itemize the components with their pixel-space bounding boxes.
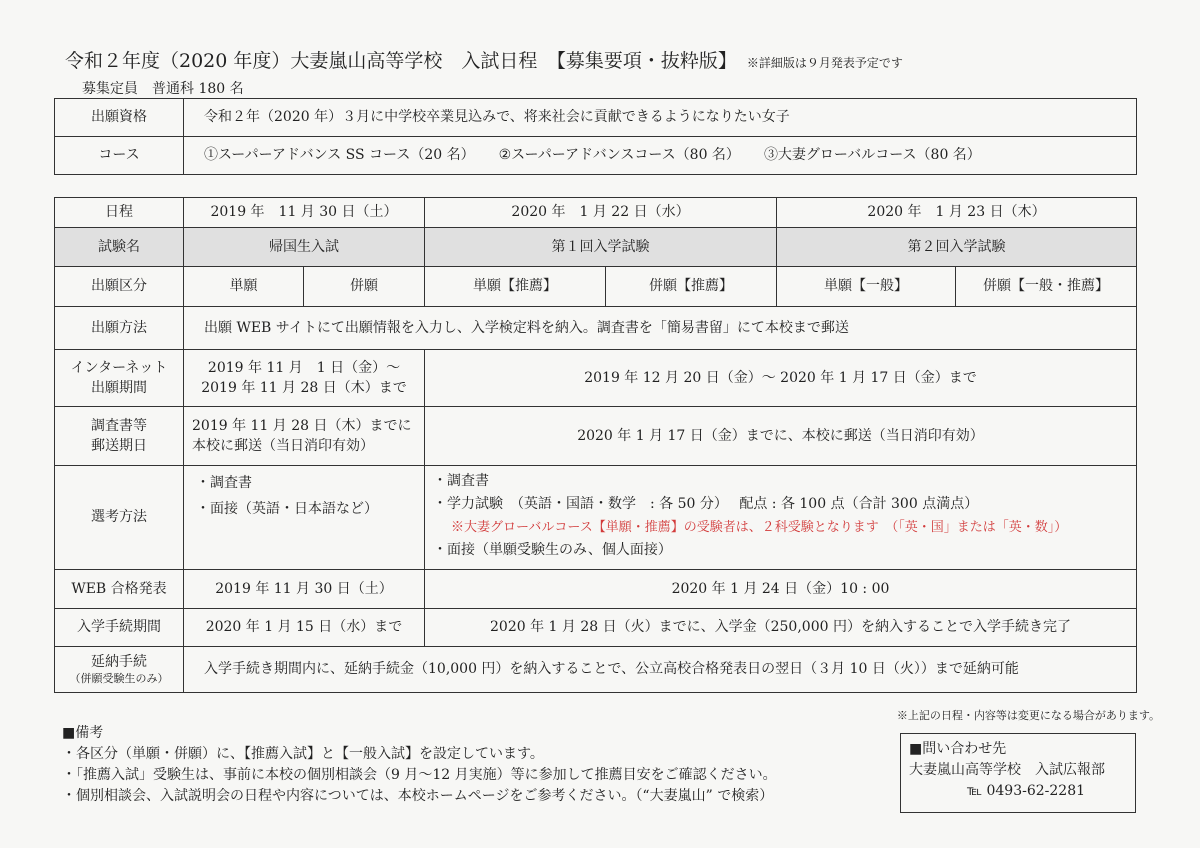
category-row: [55, 267, 1137, 307]
selection-general: ・調査書 ・学力試験 （英語・国語・数学 : 各 50 分） 配点 : 各 100 点（合計 300 点満点） ※大妻グローバルコース【単願・推薦】の受験者は、２科受験となります （「英・国」または「英・数」） ・面接（単願受験生のみ、個人面接）: [425, 466, 1137, 570]
remarks: [62, 723, 777, 807]
remarks-heading: ■備考: [62, 725, 104, 741]
enroll-label: 入学手続期間: [55, 609, 184, 647]
result-general: 2020 年 1 月 24 日（金）10 : 00: [425, 570, 1137, 609]
remarks-item: ・「推薦入試」受験生は、事前に本校の個別相談会（9 月～12 月実施）等に参加して推薦目安をご確認ください。: [62, 767, 777, 783]
deferral-row: [55, 647, 1137, 693]
contact-tel: ℡ 0493-62-2281: [967, 783, 1086, 799]
qualification-table: [54, 98, 1137, 175]
result-returnee: 2019 年 11 月 30 日（土）: [184, 570, 425, 609]
exam-name-row: [55, 228, 1137, 267]
result-label: WEB 合格発表: [55, 570, 184, 609]
course-item-2: ②スーパーアドバンスコース（80 名）: [498, 147, 740, 164]
method-label: 出願方法: [55, 307, 184, 350]
category-3: 単願【推薦】: [425, 267, 606, 307]
report-deadline-general: 2020 年 1 月 17 日（金）までに、本校に郵送（当日消印有効）: [425, 407, 1137, 466]
date-row: [55, 198, 1137, 228]
course-label: コース: [55, 137, 184, 175]
date-label: 日程: [55, 198, 184, 228]
selection-label: 選考方法: [55, 466, 184, 570]
exam-name-first: 第１回入学試験: [425, 228, 777, 267]
category-1: 単願: [184, 267, 304, 307]
title-note: ※詳細版は９月発表予定です: [746, 56, 903, 70]
qualification-row: [55, 99, 1137, 137]
contact-box: [900, 733, 1136, 813]
result-row: [55, 570, 1137, 609]
report-deadline-returnee: 2019 年 11 月 28 日（木）までに 本校に郵送（当日消印有効）: [184, 407, 425, 466]
contact-heading: ■問い合わせ先: [909, 741, 1007, 757]
internet-period-row: [55, 350, 1137, 407]
selection-returnee: ・調査書 ・面接（英語・日本語など）: [184, 466, 425, 570]
enroll-returnee: 2020 年 1 月 15 日（水）まで: [184, 609, 425, 647]
selection-note: ※大妻グローバルコース【単願・推薦】の受験者は、２科受験となります （「英・国」または「英・数」）: [451, 520, 1068, 535]
course-row: [55, 137, 1137, 175]
category-2: 併願: [304, 267, 425, 307]
category-label: 出願区分: [55, 267, 184, 307]
date-returnee: 2019 年 11 月 30 日（土）: [184, 198, 425, 228]
exam-name-second: 第２回入学試験: [777, 228, 1137, 267]
report-deadline-label: 調査書等 郵送期日: [55, 407, 184, 466]
category-4: 併願【推薦】: [606, 267, 777, 307]
qualification-value: 令和２年（2020 年）３月に中学校卒業見込みで、将来社会に貢献できるようになりたい女子: [184, 99, 1137, 137]
exam-name-returnee: 帰国生入試: [184, 228, 425, 267]
capacity: 募集定員 普通科 180 名: [82, 81, 244, 97]
qualification-label: 出願資格: [55, 99, 184, 137]
category-5: 単願【一般】: [777, 267, 956, 307]
course-item-3: ③大妻グローバルコース（80 名）: [763, 147, 981, 164]
enroll-general: 2020 年 1 月 28 日（火）までに、入学金（250,000 円）を納入することで入学手続き完了: [425, 609, 1137, 647]
method-value: 出願 WEB サイトにて出願情報を入力し、入学検定料を納入。調査書を「簡易書留」にて本校まで郵送: [184, 307, 1137, 350]
remarks-item: ・個別相談会、入試説明会の日程や内容については、本校ホームページをご参考ください。（“大妻嵐山” で検索）: [62, 788, 774, 804]
exam-name-label: 試験名: [55, 228, 184, 267]
date-first: 2020 年 1 月 22 日（水）: [425, 198, 777, 228]
remarks-item: ・各区分（単願・併願）に、【推薦入試】と【一般入試】を設定しています。: [62, 746, 544, 762]
report-deadline-row: [55, 407, 1137, 466]
category-6: 併願【一般・推薦】: [956, 267, 1137, 307]
schedule-table: [54, 197, 1137, 693]
enroll-row: [55, 609, 1137, 647]
page-title: 令和２年度（2020 年度）大妻嵐山高等学校 入試日程 【募集要項・抜粋版】 ※詳細版は９月発表予定です: [65, 50, 903, 72]
selection-row: [55, 466, 1137, 570]
internet-period-label: インターネット 出願期間: [55, 350, 184, 407]
deferral-label: 延納手続 （併願受験生のみ）: [55, 647, 184, 693]
internet-period-returnee: 2019 年 11 月 1 日（金）～ 2019 年 11 月 28 日（木）まで: [184, 350, 425, 407]
course-item-1: ①スーパーアドバンス SS コース（20 名）: [204, 147, 475, 164]
deferral-value: 入学手続き期間内に、延納手続金（10,000 円）を納入することで、公立高校合格発表日の翌日（３月 10 日（火））まで延納可能: [184, 647, 1137, 693]
contact-name: 大妻嵐山高等学校 入試広報部: [909, 762, 1105, 778]
date-second: 2020 年 1 月 23 日（木）: [777, 198, 1137, 228]
method-row: [55, 307, 1137, 350]
footnote: ※上記の日程・内容等は変更になる場合があります。: [896, 709, 1160, 722]
internet-period-general: 2019 年 12 月 20 日（金）～ 2020 年 1 月 17 日（金）まで: [425, 350, 1137, 407]
